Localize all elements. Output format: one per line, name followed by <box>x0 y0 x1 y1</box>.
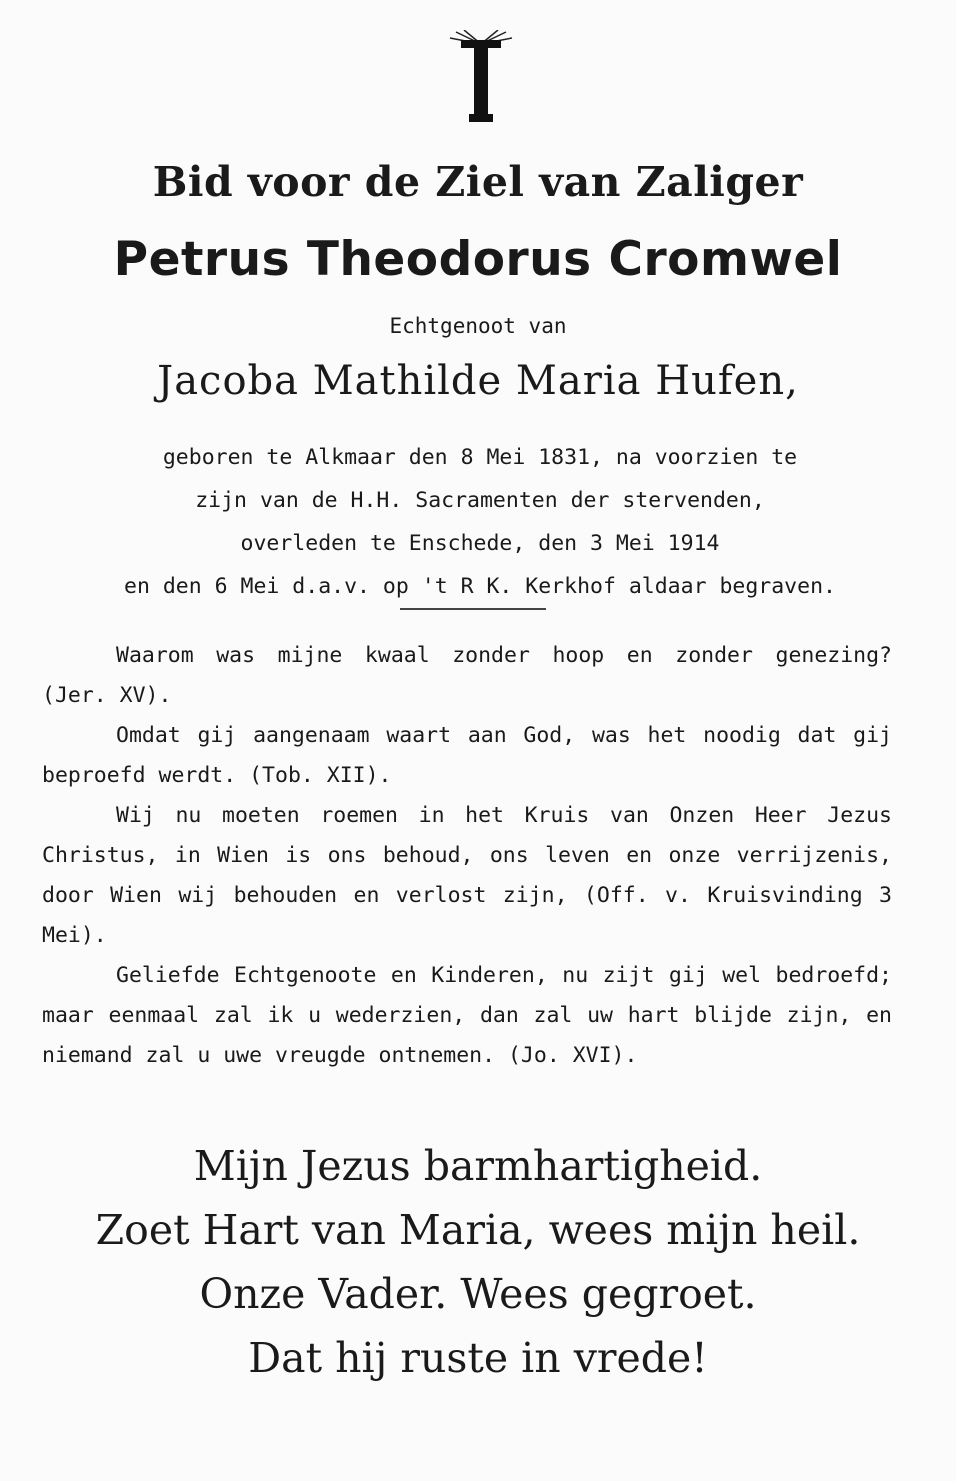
life-line: en den 6 Mei d.a.v. op 't R K. Kerkhof aldaar begraven. <box>124 574 836 599</box>
paragraph: Omdat gij aangenaam waart aan God, was het noodig dat gij beproefd werdt. (Tob. XII). <box>42 723 892 788</box>
prayer-line: Zoet Hart van Maria, wees mijn heil. <box>95 1206 861 1254</box>
scripture-text <box>42 636 892 1076</box>
paragraph: Waarom was mijne kwaal zonder hoop en zonder genezing? (Jer. XV). <box>42 643 892 708</box>
prayers <box>0 1134 956 1390</box>
life-line: overleden te Enschede, den 3 Mei 1914 <box>240 531 720 556</box>
heading: Bid voor de Ziel van Zaliger <box>152 158 804 206</box>
prayer-line: Dat hij ruste in vrede! <box>248 1334 708 1382</box>
paragraph: Wij nu moeten roemen in het Kruis van Onzen Heer Jezus Christus, in Wien is ons behoud, ons leven en onze verrijzenis, door Wien wij behouden en verlost zijn, (Off. v. Kruisvinding 3 Mei). <box>42 803 892 948</box>
deceased-name: Petrus Theodorus Cromwel <box>113 232 843 287</box>
life-line: geboren te Alkmaar den 8 Mei 1831, na voorzien te <box>162 445 798 470</box>
relation-label: Echtgenoot van <box>389 314 567 338</box>
spouse-name: Jacoba Mathilde Maria Hufen, <box>157 358 799 404</box>
life-line: zijn van de H.H. Sacramenten der stervenden, <box>195 488 765 513</box>
life-details <box>40 436 920 608</box>
paragraph: Geliefde Echtgenoote en Kinderen, nu zijt gij wel bedroefd; maar eenmaal zal ik u wederzien, dan zal uw hart blijde zijn, en niemand zal u uwe vreugde ontnemen. (Jo. XVI). <box>42 963 892 1068</box>
cross-with-rays-icon <box>436 30 526 130</box>
divider <box>400 608 546 610</box>
prayer-line: Mijn Jezus barmhartigheid. <box>193 1142 763 1190</box>
prayer-line: Onze Vader. Wees gegroet. <box>199 1270 757 1318</box>
